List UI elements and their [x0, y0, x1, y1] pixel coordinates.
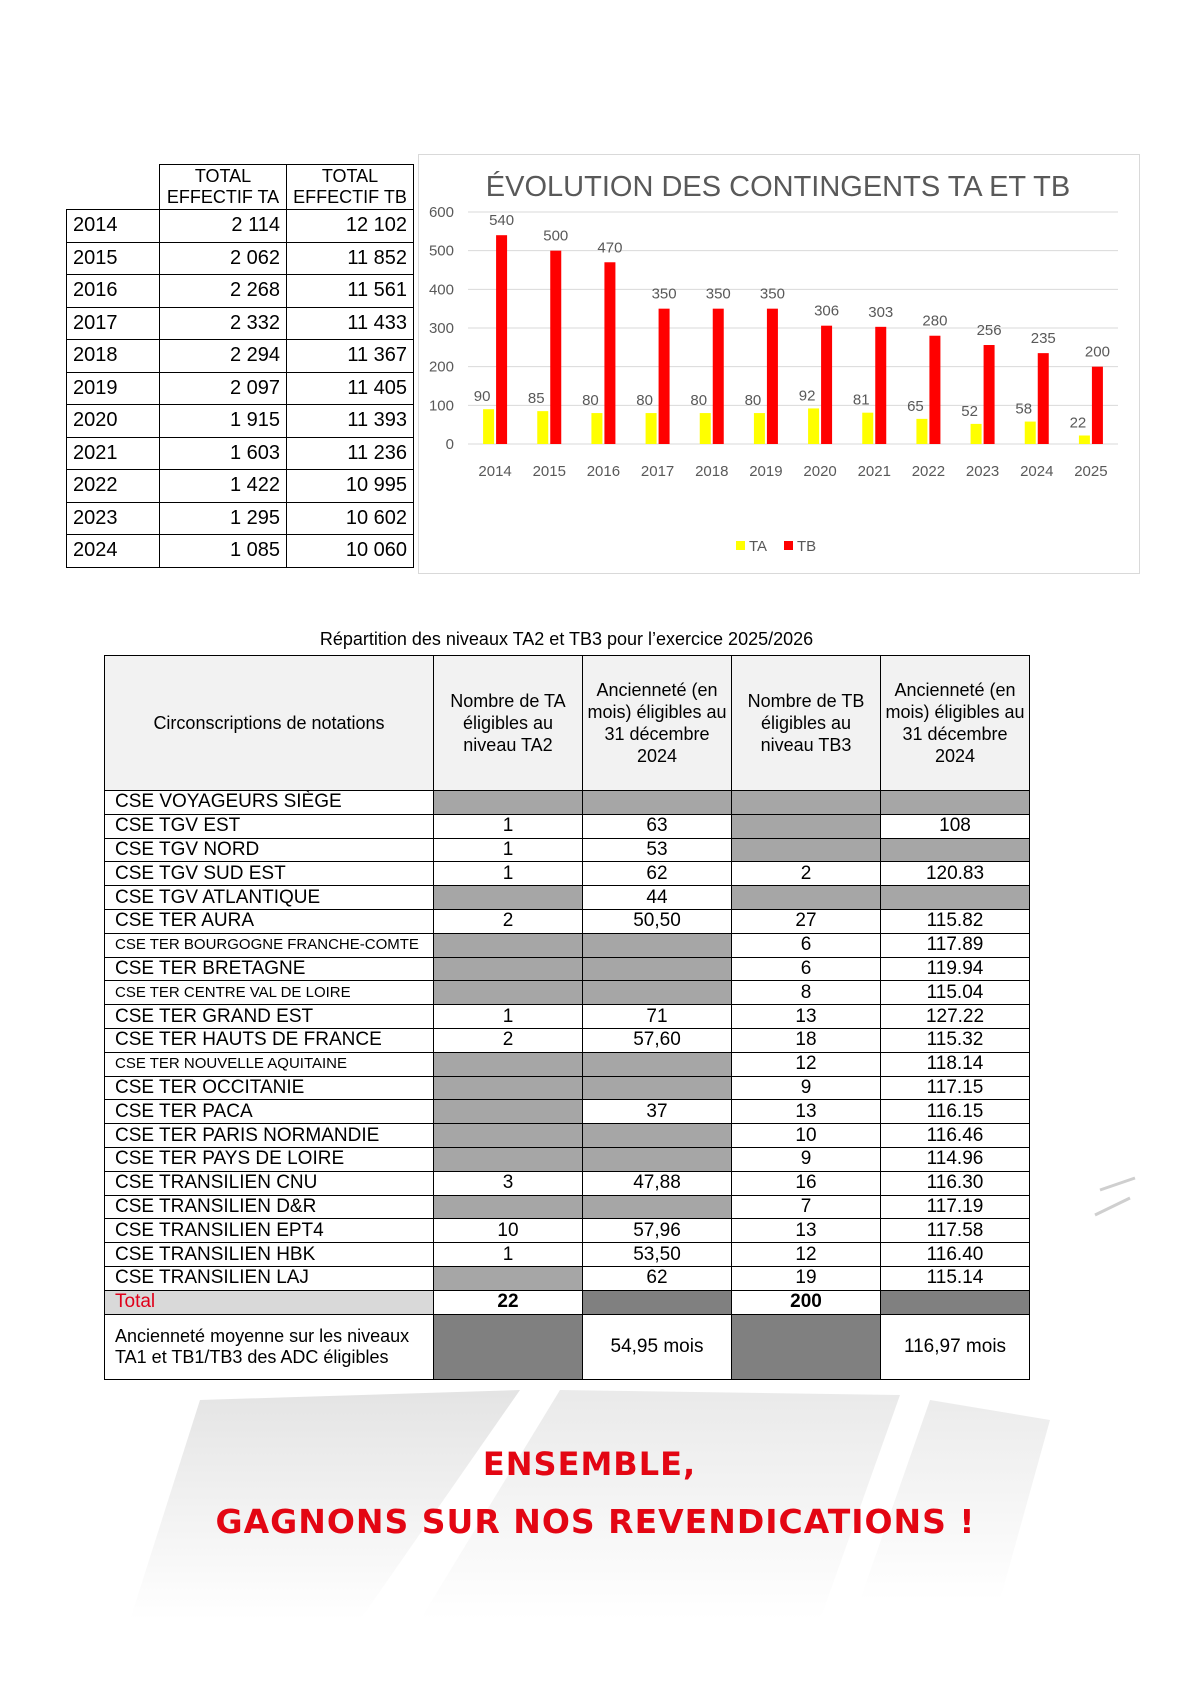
repartition-row: [105, 791, 1030, 815]
chart-data-label-ta: 80: [636, 392, 653, 410]
rep-cell-anc-tb: 117.89: [881, 933, 1030, 957]
chart-y-tick-label: 0: [445, 436, 454, 453]
rep-cell-anc-tb: 115.32: [881, 1028, 1030, 1052]
chart-x-tick-label: 2016: [586, 463, 621, 480]
rep-cell-tb: 9: [732, 1076, 881, 1100]
chart-data-label-tb: 500: [543, 227, 569, 245]
rep-cell-name: CSE TRANSILIEN HBK: [105, 1243, 434, 1267]
rep-cell-anc-ta: [583, 933, 732, 957]
chart-title: ÉVOLUTION DES CONTINGENTS TA ET TB: [485, 171, 1071, 203]
effectif-row: [67, 307, 414, 340]
rep-cell-tb: 6: [732, 957, 881, 981]
repartition-row: [105, 1124, 1030, 1148]
rep-cell-tb: 12: [732, 1243, 881, 1267]
chart-data-label-tb: 256: [976, 322, 1002, 340]
effectif-cell-ta: 1 603: [160, 437, 287, 470]
chart-bar-ta: [862, 413, 873, 444]
rep-cell-anc-ta: [583, 1052, 732, 1076]
chart-data-label-ta: 52: [961, 402, 978, 420]
chart-bar-tb: [821, 326, 832, 444]
chart-data-label-tb: 350: [651, 285, 677, 303]
chart-legend-label-tb: TB: [797, 538, 817, 555]
rep-cell-tb: 10: [732, 1124, 881, 1148]
effectif-row: [67, 242, 414, 275]
chart-data-label-tb: 235: [1030, 330, 1056, 348]
chart-bar-ta: [808, 408, 819, 444]
rep-cell-anc-ta: 57,96: [583, 1219, 732, 1243]
rep-cell-anc-tb: 116.40: [881, 1243, 1030, 1267]
rep-header-circonscription: Circonscriptions de notations: [105, 656, 434, 791]
rep-cell-anc-tb: 116.15: [881, 1100, 1030, 1124]
effectif-cell-ta: 2 097: [160, 372, 287, 405]
rep-cell-anc-tb: [881, 838, 1030, 862]
rep-cell-name: CSE TRANSILIEN CNU: [105, 1171, 434, 1195]
effectif-cell-tb: 11 405: [287, 372, 414, 405]
repartition-row: [105, 1195, 1030, 1219]
effectif-cell-tb: 11 852: [287, 242, 414, 275]
chart-bar-tb: [929, 336, 940, 444]
effectif-cell-tb: 11 433: [287, 307, 414, 340]
chart-bar-tb: [550, 251, 561, 444]
effectif-cell-tb: 12 102: [287, 210, 414, 243]
rep-cell-ta: [434, 1147, 583, 1171]
repartition-row: [105, 1219, 1030, 1243]
chart-data-label-ta: 81: [852, 391, 870, 409]
effectif-cell-ta: 1 085: [160, 535, 287, 568]
rep-header-nb-tb: Nombre de TB éligibles au niveau TB3: [732, 656, 881, 791]
rep-cell-tb: 13: [732, 1219, 881, 1243]
rep-cell-name: CSE TER NOUVELLE AQUITAINE: [105, 1052, 434, 1076]
rep-cell-name: CSE TER BOURGOGNE FRANCHE-COMTE: [105, 933, 434, 957]
repartition-row: [105, 838, 1030, 862]
chart-bar-tb: [984, 345, 995, 444]
total-label: Total: [105, 1290, 434, 1314]
rep-cell-tb: [732, 886, 881, 910]
repartition-row: [105, 862, 1030, 886]
rep-cell-tb: 12: [732, 1052, 881, 1076]
effectif-cell-year: 2021: [67, 437, 160, 470]
repartition-row: [105, 1005, 1030, 1029]
moyenne-empty-2: [732, 1314, 881, 1379]
slogan-line-1: ENSEMBLE,: [482, 1445, 697, 1483]
rep-cell-name: CSE TRANSILIEN EPT4: [105, 1219, 434, 1243]
rep-cell-tb: [732, 814, 881, 838]
rep-cell-tb: [732, 791, 881, 815]
rep-cell-anc-ta: 44: [583, 886, 732, 910]
effectif-cell-year: 2023: [67, 502, 160, 535]
rep-cell-ta: [434, 933, 583, 957]
chart-data-label-tb: 350: [759, 285, 785, 303]
rep-cell-name: CSE TRANSILIEN D&R: [105, 1195, 434, 1219]
rep-cell-anc-tb: 115.82: [881, 909, 1030, 933]
rep-cell-name: CSE TER PAYS DE LOIRE: [105, 1147, 434, 1171]
effectif-cell-year: 2017: [67, 307, 160, 340]
chart-data-label-tb: 306: [814, 302, 840, 320]
effectif-cell-year: 2020: [67, 405, 160, 438]
repartition-row: [105, 933, 1030, 957]
rep-cell-name: CSE TGV NORD: [105, 838, 434, 862]
rep-cell-anc-ta: 62: [583, 1266, 732, 1290]
rep-cell-name: CSE TER GRAND EST: [105, 1005, 434, 1029]
rep-cell-name: CSE VOYAGEURS SIÈGE: [105, 791, 434, 815]
chart-data-label-ta: 22: [1069, 414, 1087, 432]
chart-x-tick-label: 2021: [857, 463, 891, 480]
repartition-title: Répartition des niveaux TA2 et TB3 pour l’exercice 2025/2026: [319, 629, 814, 649]
chart-data-label-ta: 80: [582, 392, 599, 410]
effectif-cell-tb: 10 060: [287, 535, 414, 568]
chart-y-tick-label: 200: [428, 358, 454, 376]
chart-bar-ta: [646, 413, 657, 444]
rep-cell-anc-ta: [583, 791, 732, 815]
effectif-header-tb: TOTAL EFFECTIF TB: [287, 165, 414, 210]
rep-cell-tb: 18: [732, 1028, 881, 1052]
chart-bar-ta: [754, 413, 765, 444]
rep-cell-anc-ta: [583, 1076, 732, 1100]
effectif-cell-ta: 2 062: [160, 242, 287, 275]
rep-cell-anc-ta: 47,88: [583, 1171, 732, 1195]
chart-data-label-tb: 200: [1084, 343, 1110, 361]
rep-cell-ta: 2: [434, 1028, 583, 1052]
repartition-row: [105, 886, 1030, 910]
effectif-cell-ta: 2 332: [160, 307, 287, 340]
chart-data-label-ta: 65: [907, 397, 924, 415]
rep-cell-name: CSE TGV SUD EST: [105, 862, 434, 886]
effectif-table: [66, 164, 414, 568]
effectif-cell-ta: 2 268: [160, 275, 287, 308]
chart-data-label-ta: 92: [798, 387, 816, 405]
effectif-cell-tb: 11 236: [287, 437, 414, 470]
chart-data-label-tb: 540: [489, 212, 515, 230]
rep-cell-anc-tb: 117.15: [881, 1076, 1030, 1100]
effectif-row: [67, 470, 414, 503]
rep-cell-ta: 1: [434, 1243, 583, 1267]
rep-cell-name: CSE TGV ATLANTIQUE: [105, 886, 434, 910]
rep-cell-ta: [434, 1266, 583, 1290]
rep-header-anc-ta: Ancienneté (en mois) éligibles au 31 décembre 2024: [583, 656, 732, 791]
rep-cell-tb: 19: [732, 1266, 881, 1290]
effectif-row: [67, 437, 414, 470]
moyenne-anc-tb: 116,97 mois: [881, 1314, 1030, 1379]
rep-cell-anc-tb: 108: [881, 814, 1030, 838]
rep-cell-ta: [434, 1100, 583, 1124]
rep-cell-name: CSE TER PACA: [105, 1100, 434, 1124]
rep-cell-anc-tb: 116.30: [881, 1171, 1030, 1195]
chart-x-tick-label: 2024: [1020, 463, 1054, 480]
chart-y-tick-label: 600: [428, 204, 454, 221]
rep-cell-ta: 10: [434, 1219, 583, 1243]
repartition-row: [105, 909, 1030, 933]
effectif-row: [67, 210, 414, 243]
rep-cell-name: CSE TGV EST: [105, 814, 434, 838]
effectif-cell-ta: 2 114: [160, 210, 287, 243]
effectif-cell-year: 2015: [67, 242, 160, 275]
repartition-row: [105, 1147, 1030, 1171]
rep-cell-ta: [434, 886, 583, 910]
rep-cell-name: CSE TER AURA: [105, 909, 434, 933]
effectif-cell-year: 2024: [67, 535, 160, 568]
rep-cell-anc-ta: [583, 1147, 732, 1171]
effectif-header-blank: [67, 165, 160, 210]
rep-cell-name: CSE TER OCCITANIE: [105, 1076, 434, 1100]
rep-cell-tb: 2: [732, 862, 881, 886]
rep-cell-ta: 1: [434, 862, 583, 886]
chart-x-tick-label: 2019: [749, 463, 783, 480]
effectif-cell-ta: 1 295: [160, 502, 287, 535]
chart-data-label-ta: 80: [744, 392, 762, 410]
chart-legend-label-ta: TA: [749, 538, 768, 555]
effectif-cell-tb: 11 393: [287, 405, 414, 438]
effectif-cell-year: 2018: [67, 340, 160, 373]
rep-cell-ta: [434, 1052, 583, 1076]
chart-bar-tb: [604, 262, 615, 444]
rep-cell-ta: 3: [434, 1171, 583, 1195]
chart-x-tick-label: 2022: [911, 463, 946, 480]
chart-legend-swatch-ta: [736, 541, 745, 550]
chart-bar-ta: [700, 413, 711, 444]
rep-cell-anc-ta: 62: [583, 862, 732, 886]
rep-cell-anc-ta: [583, 957, 732, 981]
repartition-row: [105, 981, 1030, 1005]
repartition-row: [105, 957, 1030, 981]
effectif-row: [67, 275, 414, 308]
chart-bar-ta: [916, 419, 927, 444]
chart-x-tick-label: 2017: [640, 463, 675, 480]
rep-cell-anc-tb: 115.14: [881, 1266, 1030, 1290]
rep-cell-anc-ta: 53: [583, 838, 732, 862]
chart-bar-tb: [1092, 367, 1103, 444]
effectif-cell-year: 2016: [67, 275, 160, 308]
effectif-row: [67, 372, 414, 405]
rep-cell-tb: 9: [732, 1147, 881, 1171]
rep-cell-anc-tb: 117.19: [881, 1195, 1030, 1219]
rep-cell-anc-tb: 119.94: [881, 957, 1030, 981]
rep-cell-tb: 7: [732, 1195, 881, 1219]
effectif-cell-tb: 11 367: [287, 340, 414, 373]
rep-cell-anc-tb: 114.96: [881, 1147, 1030, 1171]
repartition-row: [105, 1100, 1030, 1124]
chart-y-tick-label: 500: [428, 242, 454, 260]
effectif-cell-year: 2019: [67, 372, 160, 405]
rep-cell-anc-tb: 117.58: [881, 1219, 1030, 1243]
moyenne-row: [105, 1314, 1030, 1379]
chart-bar-tb: [875, 327, 886, 444]
chart-x-tick-label: 2015: [532, 463, 566, 480]
chart-data-label-tb: 280: [922, 312, 948, 330]
effectif-cell-year: 2022: [67, 470, 160, 503]
chart-x-tick-label: 2020: [803, 463, 837, 480]
chart-bar-tb: [496, 235, 507, 444]
moyenne-label: Ancienneté moyenne sur les niveaux TA1 et TB1/TB3 des ADC éligibles: [105, 1314, 434, 1379]
effectif-cell-tb: 10 602: [287, 502, 414, 535]
chart-data-label-ta: 90: [473, 388, 491, 406]
effectif-row: [67, 405, 414, 438]
effectif-cell-ta: 1 422: [160, 470, 287, 503]
chart-bar-tb: [1038, 353, 1049, 444]
repartition-row: [105, 1171, 1030, 1195]
repartition-row: [105, 1052, 1030, 1076]
rep-cell-ta: [434, 1195, 583, 1219]
rep-cell-tb: 13: [732, 1005, 881, 1029]
effectif-cell-tb: 10 995: [287, 470, 414, 503]
chart-bar-ta: [971, 424, 982, 444]
slogan-line-2: GAGNONS SUR NOS REVENDICATIONS !: [215, 1502, 976, 1541]
chart-data-label-tb: 350: [705, 285, 731, 303]
chart-frame: [419, 155, 1140, 574]
rep-cell-anc-ta: 57,60: [583, 1028, 732, 1052]
total-row: [105, 1290, 1030, 1314]
rep-cell-anc-ta: 63: [583, 814, 732, 838]
chart-bar-tb: [713, 309, 724, 444]
effectif-cell-ta: 2 294: [160, 340, 287, 373]
rep-cell-anc-ta: 53,50: [583, 1243, 732, 1267]
effectif-cell-tb: 11 561: [287, 275, 414, 308]
chart-x-tick-label: 2014: [478, 463, 512, 480]
chart-legend-swatch-tb: [784, 541, 793, 550]
total-ta: 22: [434, 1290, 583, 1314]
rep-header-nb-ta: Nombre de TA éligibles au niveau TA2: [434, 656, 583, 791]
rep-cell-anc-tb: 118.14: [881, 1052, 1030, 1076]
chart-bar-ta: [1025, 422, 1036, 444]
effectif-row: [67, 535, 414, 568]
chart-bar-ta: [483, 409, 494, 444]
rep-cell-ta: 1: [434, 814, 583, 838]
repartition-row: [105, 1076, 1030, 1100]
chart-data-label-ta: 80: [690, 392, 708, 410]
rep-cell-ta: 1: [434, 1005, 583, 1029]
effectif-header-ta: TOTAL EFFECTIF TA: [160, 165, 287, 210]
repartition-row: [105, 814, 1030, 838]
rep-cell-anc-ta: [583, 981, 732, 1005]
rep-cell-ta: [434, 981, 583, 1005]
rep-cell-ta: [434, 957, 583, 981]
rep-cell-tb: 27: [732, 909, 881, 933]
rep-cell-anc-tb: [881, 791, 1030, 815]
effectif-cell-ta: 1 915: [160, 405, 287, 438]
total-tb: 200: [732, 1290, 881, 1314]
chart-data-label-tb: 303: [868, 303, 894, 321]
rep-cell-ta: [434, 791, 583, 815]
effectif-cell-year: 2014: [67, 210, 160, 243]
chart-y-tick-label: 300: [428, 320, 454, 337]
total-empty-2: [881, 1290, 1030, 1314]
chart-bar-tb: [767, 309, 778, 444]
rep-cell-anc-ta: [583, 1195, 732, 1219]
chart-data-label-ta: 58: [1015, 400, 1033, 418]
chart-data-label-tb: 470: [597, 239, 623, 257]
rep-cell-ta: [434, 1076, 583, 1100]
repartition-table: [104, 655, 1030, 1380]
rep-cell-name: CSE TRANSILIEN LAJ: [105, 1266, 434, 1290]
rep-cell-tb: 6: [732, 933, 881, 957]
rep-cell-anc-tb: 127.22: [881, 1005, 1030, 1029]
effectif-row: [67, 502, 414, 535]
rep-cell-anc-ta: [583, 1124, 732, 1148]
chart-y-tick-label: 400: [428, 281, 454, 299]
total-empty-1: [583, 1290, 732, 1314]
rep-cell-tb: 13: [732, 1100, 881, 1124]
rep-cell-anc-tb: 115.04: [881, 981, 1030, 1005]
rep-cell-ta: 1: [434, 838, 583, 862]
chart-x-tick-label: 2018: [695, 463, 729, 480]
rep-cell-anc-ta: 37: [583, 1100, 732, 1124]
rep-cell-anc-tb: 116.46: [881, 1124, 1030, 1148]
rep-cell-ta: [434, 1124, 583, 1148]
chart-bar-ta: [1079, 435, 1090, 444]
rep-cell-tb: 16: [732, 1171, 881, 1195]
effectif-row: [67, 340, 414, 373]
rep-cell-ta: 2: [434, 909, 583, 933]
repartition-row: [105, 1266, 1030, 1290]
rep-cell-name: CSE TER PARIS NORMANDIE: [105, 1124, 434, 1148]
chart-bar-ta: [591, 413, 602, 444]
chart-y-tick-label: 100: [428, 397, 454, 415]
contingents-chart: [418, 154, 1140, 574]
moyenne-anc-ta: 54,95 mois: [583, 1314, 732, 1379]
rep-cell-tb: [732, 838, 881, 862]
chart-x-tick-label: 2025: [1074, 463, 1108, 480]
rep-cell-anc-ta: 50,50: [583, 909, 732, 933]
chart-data-label-ta: 85: [527, 390, 545, 408]
rep-cell-name: CSE TER BRETAGNE: [105, 957, 434, 981]
repartition-row: [105, 1028, 1030, 1052]
rep-cell-anc-tb: [881, 886, 1030, 910]
rep-cell-anc-tb: 120.83: [881, 862, 1030, 886]
moyenne-empty-1: [434, 1314, 583, 1379]
rep-header-anc-tb: Ancienneté (en mois) éligibles au 31 décembre 2024: [881, 656, 1030, 791]
rep-cell-anc-ta: 71: [583, 1005, 732, 1029]
chart-bar-ta: [537, 411, 548, 444]
rep-cell-name: CSE TER HAUTS DE FRANCE: [105, 1028, 434, 1052]
chart-x-tick-label: 2023: [965, 463, 1000, 480]
repartition-row: [105, 1243, 1030, 1267]
rep-cell-tb: 8: [732, 981, 881, 1005]
chart-bar-tb: [659, 309, 670, 444]
rep-cell-name: CSE TER CENTRE VAL DE LOIRE: [105, 981, 434, 1005]
